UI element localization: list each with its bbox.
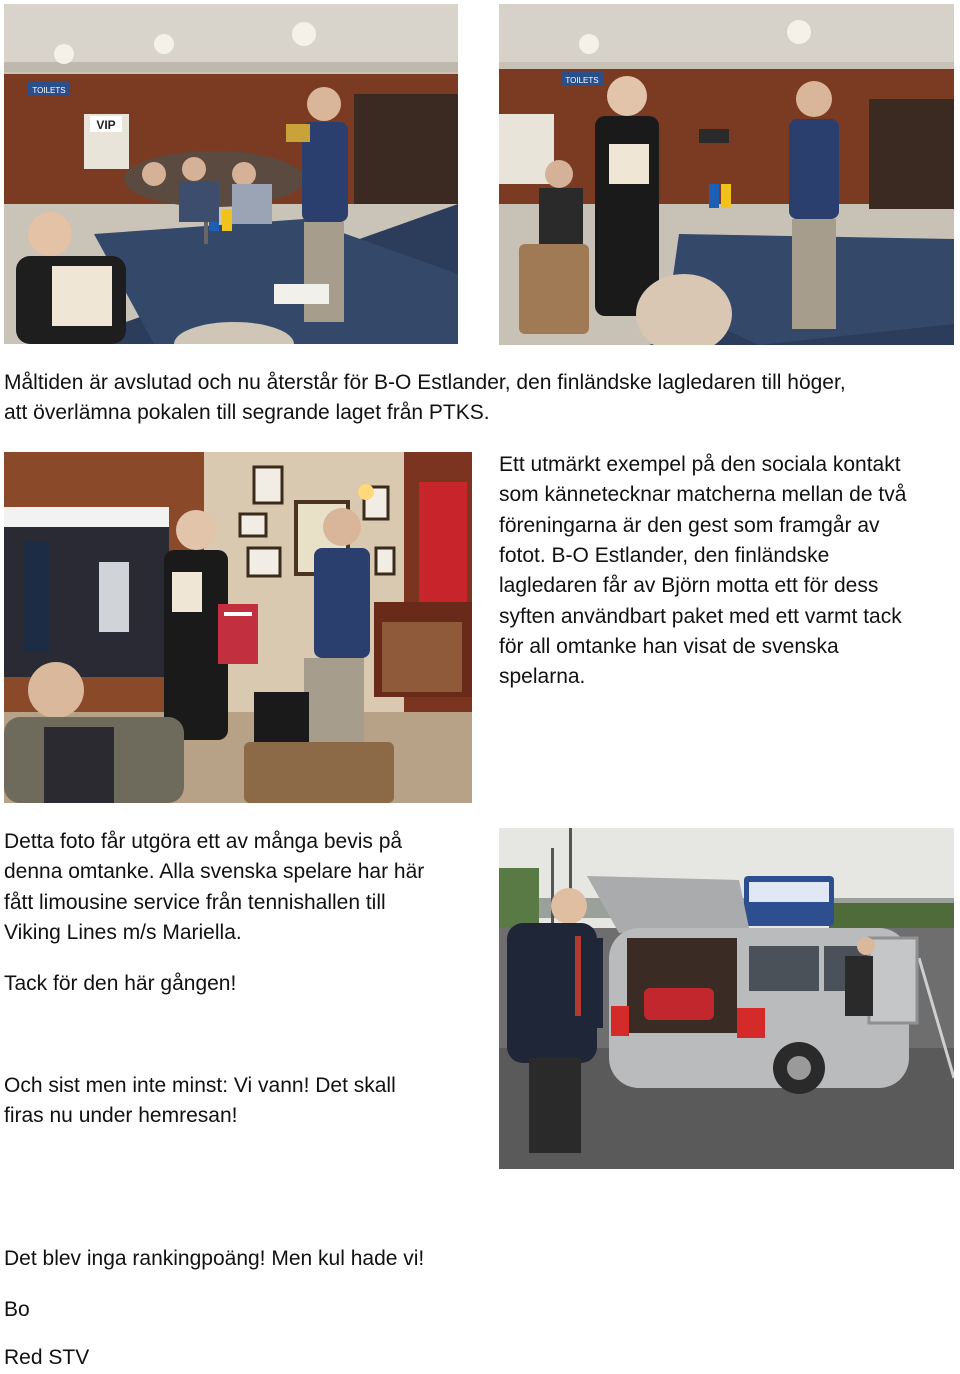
signature-club: Red STV [4,1346,90,1369]
photo-trophy-presentation [4,4,458,344]
caption-victory-line: Och sist men inte minst: Vi vann! Det skall [4,1074,396,1097]
caption-gift-line: lagledaren får av Björn motta ett för dess [499,574,879,597]
caption-gift-line: syften användbart paket med ett varmt tack [499,605,902,628]
svg-text:TOILETS: TOILETS [565,76,599,85]
svg-text:TOILETS: TOILETS [32,86,66,95]
closing-text: Det blev inga rankingpoäng! Men kul hade vi! [4,1247,425,1270]
thanks-text: Tack för den här gången! [4,972,237,995]
caption-gift-line: fotot. B-O Estlander, den finländske [499,544,830,567]
photo-car-harbor [499,828,954,1169]
signature-name: Bo [4,1298,30,1321]
caption-gift-line: föreningarna är den gest som framgår av [499,514,880,537]
vip-sign [90,116,122,132]
caption-trophy-line2: att överlämna pokalen till segrande laget från PTKS. [4,401,490,424]
caption-car-line: Detta foto får utgöra ett av många bevis på [4,830,403,853]
photo-gift-handover [4,452,472,803]
caption-gift-line: spelarna. [499,665,586,688]
svg-text:VIP: VIP [96,118,116,132]
caption-victory-line: firas nu under hemresan! [4,1104,238,1127]
caption-gift-line: Ett utmärkt exempel på den sociala kontakt [499,453,901,476]
caption-trophy-line1: Måltiden är avslutad och nu återstår för B-O Estlander, den finländske lagledaren till höger, [4,371,846,394]
caption-gift-line: som kännetecknar matcherna mellan de två [499,483,907,506]
caption-car-line: denna omtanke. Alla svenska spelare har här [4,860,425,883]
photo-trophy-handover [499,4,954,345]
caption-gift-line: för all omtanke han visat de svenska [499,635,839,658]
toilets-sign [28,82,70,96]
toilets-sign [561,72,603,86]
caption-car-line: Viking Lines m/s Mariella. [4,921,242,944]
caption-car-line: fått limousine service från tennishallen till [4,891,386,914]
